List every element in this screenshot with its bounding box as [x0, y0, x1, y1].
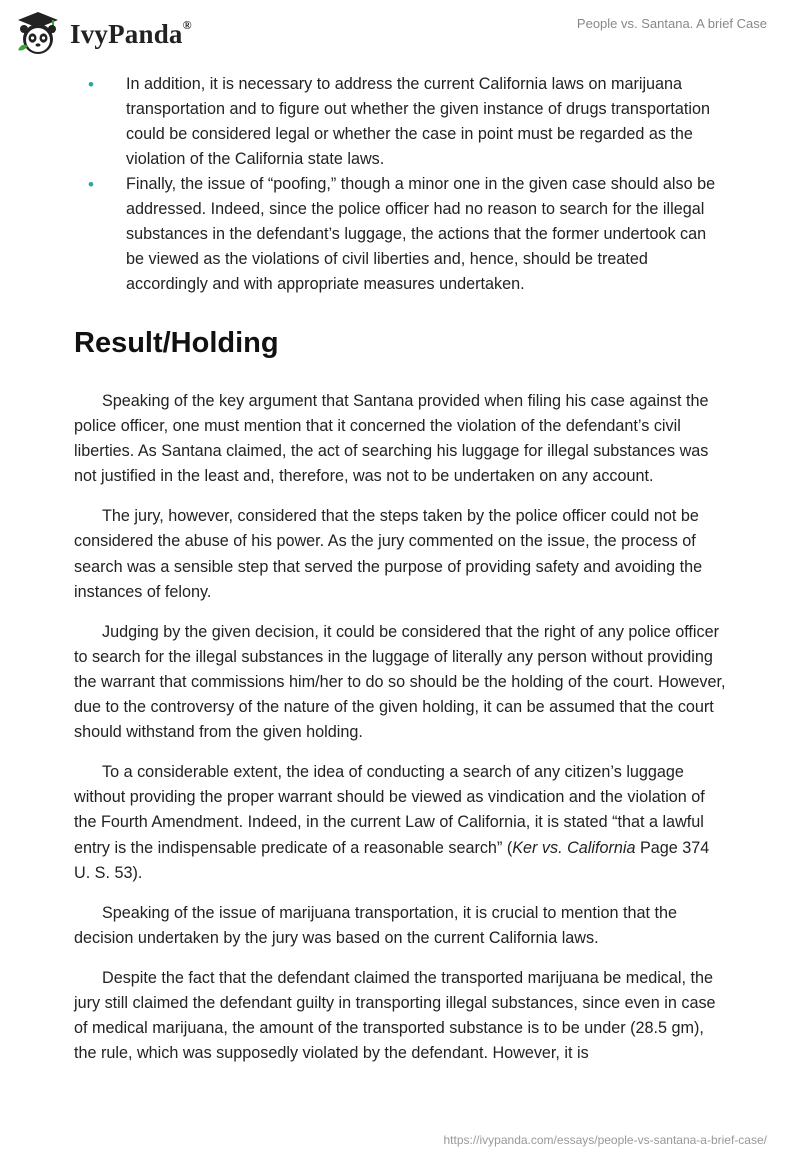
- source-url[interactable]: https://ivypanda.com/essays/people-vs-santana-a-brief-case/: [443, 1133, 767, 1147]
- panda-logo-icon: [14, 10, 62, 58]
- brand-logo[interactable]: [14, 10, 192, 58]
- bullet-marker: •: [88, 75, 94, 94]
- section-heading: Result/Holding: [74, 327, 279, 359]
- list-item: • Finally, the issue of “poofing,” though a minor one in the given case should also be addressed. Indeed, since the police officer had no reason to search for the illegal substances in the defendant’s luggage, the actions that the former undertook can be viewed as the violations of civil liberties and, hence, should be treated accordingly and with appropriate measures undertaken.: [74, 172, 726, 297]
- case-citation: Ker vs. California: [512, 838, 636, 857]
- bullet-marker: •: [88, 175, 94, 194]
- page-header: [0, 0, 800, 70]
- paragraph-with-citation: To a considerable extent, the idea of conducting a search of any citizen’s luggage without providing the proper warrant should be viewed as vindication and the violation of the Fourth Amendment. Indeed, in the current Law of California, it is stated “that a lawful entry is the indispensable predicate of a reasonable search” (Ker vs. California Page 374 U. S. 53).: [74, 763, 710, 882]
- issues-list: [74, 72, 726, 297]
- paragraph: The jury, however, considered that the steps taken by the police officer could not be considered the abuse of his power. As the jury commented on the issue, the process of search was a sensible step that served the purpose of providing safety and avoiding the instances of felony.: [74, 507, 703, 601]
- paragraph: Despite the fact that the defendant claimed the transported marijuana be medical, the jury still claimed the defendant guilty in transporting illegal substances, since even in case of medical marijuana, the amount of the transported substance is to be under (28.5 gm), the rule, which was supposedly violated by the defendant. However, it is: [74, 968, 716, 1063]
- document-title: People vs. Santana. A brief Case: [576, 16, 767, 31]
- brand-name: IvyPanda®: [70, 17, 192, 49]
- paragraph: Speaking of the issue of marijuana transportation, it is crucial to mention that the decision undertaken by the jury was based on the current California laws.: [74, 903, 677, 947]
- paragraph: Judging by the given decision, it could be considered that the right of any police officer to search for the illegal substances in the luggage of literally any person without providing the warrant that commissions him/her to do so should be the holding of the court. However, due to the controversy of the nature of the given holding, it can be assumed that the court should withstand from the given holding.: [74, 622, 726, 742]
- essay-body: [74, 72, 726, 1066]
- list-item: • In addition, it is necessary to address the current California laws on marijuana transportation and to figure out whether the given instance of drugs transportation could be considered legal or whether the case in point must be regarded as the violation of the California state laws.: [74, 72, 726, 172]
- paragraph: Speaking of the key argument that Santana provided when filing his case against the police officer, one must mention that it concerned the violation of the defendant’s civil liberties. As Santana claimed, the act of searching his luggage for illegal substances was not justified in the least and, therefore, was not to be undertaken on any account.: [74, 392, 709, 486]
